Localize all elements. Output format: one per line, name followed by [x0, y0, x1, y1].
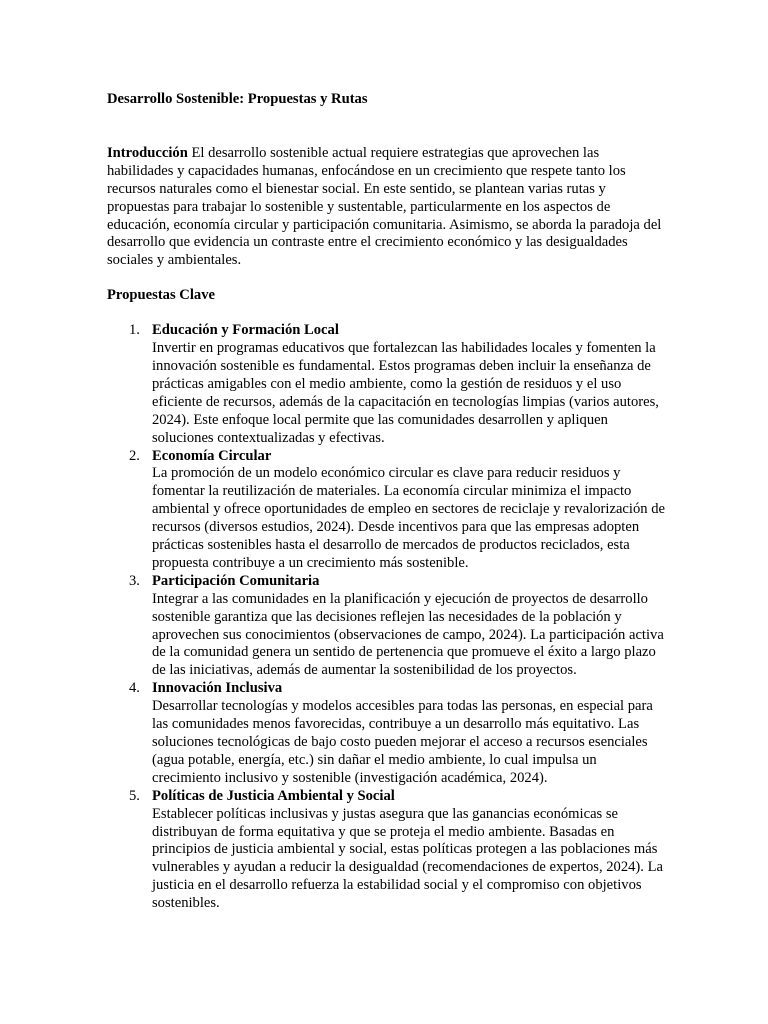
list-item-title: Economía Circular [152, 447, 272, 464]
list-item-number: 5. [129, 787, 140, 804]
list-item-body: Invertir en programas educativos que fortalezcan las habilidades locales y fomenten la innovación sostenible es fundamental. Estos programas deben incluir la enseñanza de prácticas amigables con el medio ambiente, como la gestión de residuos y el uso eficiente de recursos, además de la capacitación en tecnologías limpias (varios autores, 2024). Este enfoque local permite que las comunidades desarrollen y apliquen soluciones contextualizadas y efectivas. [152, 340, 659, 446]
list-item-body: Integrar a las comunidades en la planificación y ejecución de proyectos de desarrollo sostenible garantiza que las decisiones reflejen las necesidades de la población y aprovechen sus conocimientos (observaciones de campo, 2024). La participación activa de la comunidad genera un sentido de pertenencia que promueve el éxito a largo plazo de las iniciativas, además de aumentar la sostenibilidad de los proyectos. [152, 590, 664, 679]
list-item [107, 448, 667, 573]
list-item-body: Desarrollar tecnologías y modelos accesibles para todas las personas, en especial para las comunidades menos favorecidas, contribuye a un desarrollo más equitativo. Las soluciones tecnológicas de bajo costo pueden mejorar el acceso a recursos esenciales (agua potable, energía, etc.) sin dañar el medio ambiente, lo cual impulsa un crecimiento inclusivo y sostenible (investigación académica, 2024). [152, 698, 653, 786]
list-item-number: 2. [129, 447, 140, 464]
document-title: Desarrollo Sostenible: Propuestas y Rutas [107, 91, 368, 107]
document-page [107, 91, 667, 913]
intro-paragraph [107, 145, 667, 270]
intro-text: El desarrollo sostenible actual requiere estrategias que aprovechen las habilidades y capacidades humanas, enfocándose en un crecimiento que respete tanto los recursos naturales como el bienestar social. En este sentido, se plantean varias rutas y propuestas para trabajar lo sostenible y sustentable, particularmente en los aspectos de educación, economía circular y participación comunitaria. Asimismo, se aborda la paradoja del desarrollo que evidencia un contraste entre el crecimiento económico y las desigualdades sociales y ambientales. [107, 144, 662, 269]
list-item-body: La promoción de un modelo económico circular es clave para reducir residuos y fomentar la reutilización de materiales. La economía circular minimiza el impacto ambiental y ofrece oportunidades de empleo en sectores de reciclaje y revalorización de recursos (diversos estudios, 2024). Desde incentivos para que las empresas adopten prácticas sostenibles hasta el desarrollo de mercados de productos reciclados, esta propuesta contribuye a un crecimiento más sostenible. [152, 465, 665, 571]
list-item [107, 573, 667, 680]
section-heading: Propuestas Clave [107, 287, 215, 304]
proposals-list [107, 322, 667, 913]
intro-lead: Introducción [107, 144, 188, 161]
list-item [107, 680, 667, 787]
list-item-title: Innovación Inclusiva [152, 680, 283, 697]
list-item-title: Políticas de Justicia Ambiental y Social [152, 787, 395, 804]
list-item [107, 788, 667, 913]
list-item-title: Educación y Formación Local [152, 322, 339, 339]
list-item [107, 322, 667, 447]
list-item-title: Participación Comunitaria [152, 572, 320, 589]
list-item-number: 4. [129, 680, 140, 697]
list-item-number: 3. [129, 572, 140, 589]
list-item-number: 1. [129, 322, 140, 339]
list-item-body: Establecer políticas inclusivas y justas asegura que las ganancias económicas se distribuyan de forma equitativa y que se proteja el medio ambiente. Basadas en principios de justicia ambiental y social, estas políticas protegen a las poblaciones más vulnerables y ayudan a reducir la desigualdad (recomendaciones de expertos, 2024). La justicia en el desarrollo refuerza la estabilidad social y el compromiso con objetivos sostenibles. [152, 805, 663, 912]
